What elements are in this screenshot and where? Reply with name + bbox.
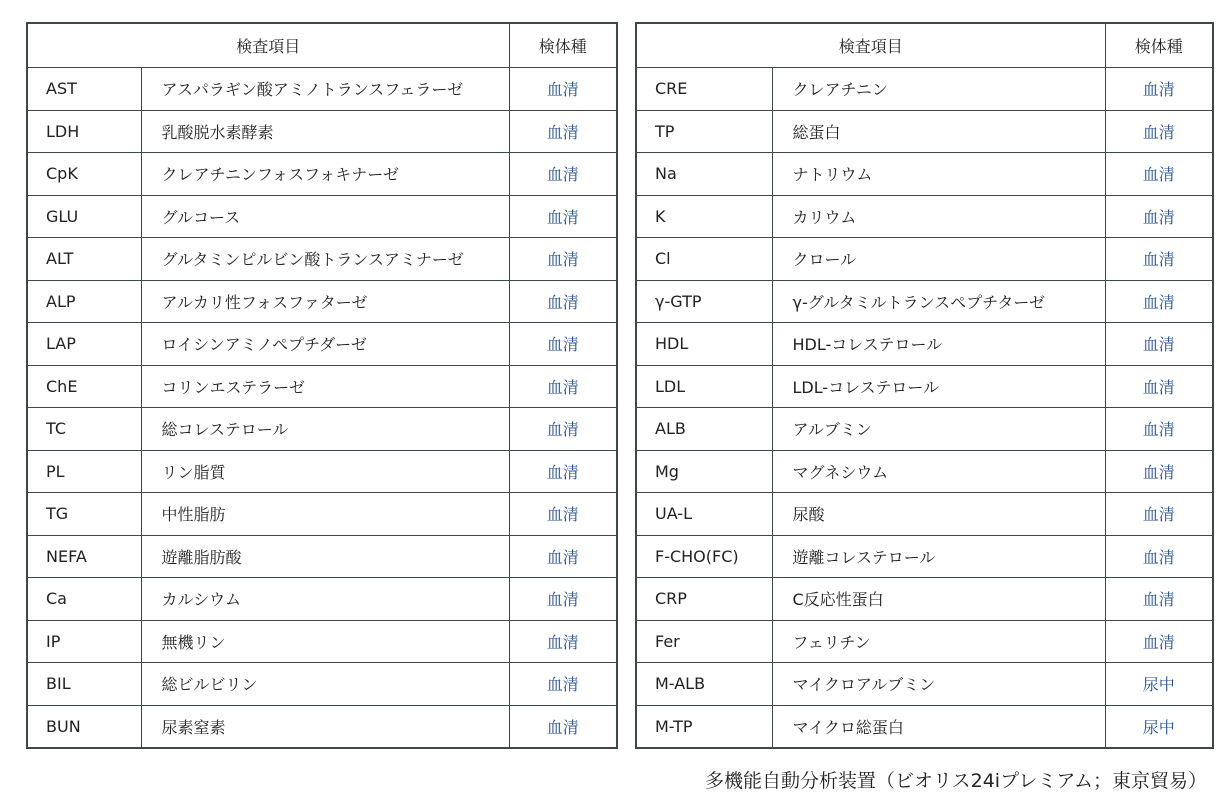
test-name: 総ビルビリン <box>141 663 509 706</box>
test-name: クロール <box>772 238 1105 281</box>
test-name: カリウム <box>772 195 1105 238</box>
test-name: カルシウム <box>141 578 509 621</box>
specimen-type: 血清 <box>509 365 617 408</box>
test-code: ALB <box>636 408 772 451</box>
test-code: ALP <box>27 280 141 323</box>
test-code: Mg <box>636 450 772 493</box>
test-name: C反応性蛋白 <box>772 578 1105 621</box>
specimen-type: 尿中 <box>1105 705 1213 748</box>
table-header-row <box>636 23 1213 68</box>
specimen-type: 血清 <box>1105 620 1213 663</box>
test-name: 乳酸脱水素酵素 <box>141 110 509 153</box>
test-name: アルブミン <box>772 408 1105 451</box>
table-header-row <box>27 23 617 68</box>
specimen-type: 血清 <box>1105 110 1213 153</box>
specimen-type: 血清 <box>1105 535 1213 578</box>
test-code: K <box>636 195 772 238</box>
test-code: AST <box>27 68 141 111</box>
test-name: コリンエステラーゼ <box>141 365 509 408</box>
specimen-type: 血清 <box>509 493 617 536</box>
table-row <box>636 578 1213 621</box>
test-items-table-left <box>26 22 618 749</box>
table-row <box>27 323 617 366</box>
table-row <box>27 578 617 621</box>
specimen-type: 血清 <box>1105 493 1213 536</box>
test-code: TP <box>636 110 772 153</box>
test-name: マイクロアルブミン <box>772 663 1105 706</box>
test-code: CpK <box>27 153 141 196</box>
test-item-header: 検査項目 <box>636 23 1105 68</box>
test-name: 尿酸 <box>772 493 1105 536</box>
test-code: LDL <box>636 365 772 408</box>
table-row <box>27 620 617 663</box>
specimen-type: 血清 <box>509 195 617 238</box>
test-code: Ca <box>27 578 141 621</box>
test-name: クレアチニン <box>772 68 1105 111</box>
table-row <box>27 450 617 493</box>
table-row <box>27 365 617 408</box>
test-name: リン脂質 <box>141 450 509 493</box>
test-items-table-right <box>635 22 1214 749</box>
table-row <box>27 68 617 111</box>
test-name: マグネシウム <box>772 450 1105 493</box>
test-name: ナトリウム <box>772 153 1105 196</box>
specimen-type: 血清 <box>509 705 617 748</box>
specimen-type: 血清 <box>1105 153 1213 196</box>
table-row <box>27 195 617 238</box>
test-code: Na <box>636 153 772 196</box>
test-code: TG <box>27 493 141 536</box>
test-code: BUN <box>27 705 141 748</box>
table-row <box>27 280 617 323</box>
specimen-type: 血清 <box>509 620 617 663</box>
test-code: UA-L <box>636 493 772 536</box>
test-code: ALT <box>27 238 141 281</box>
specimen-type: 血清 <box>1105 578 1213 621</box>
test-code: BIL <box>27 663 141 706</box>
test-code: LAP <box>27 323 141 366</box>
test-name: 遊離脂肪酸 <box>141 535 509 578</box>
specimen-type: 血清 <box>1105 323 1213 366</box>
table-row <box>636 68 1213 111</box>
specimen-type: 尿中 <box>1105 663 1213 706</box>
table-row <box>27 153 617 196</box>
table-row <box>636 535 1213 578</box>
test-code: GLU <box>27 195 141 238</box>
test-code: F-CHO(FC) <box>636 535 772 578</box>
test-code: PL <box>27 450 141 493</box>
test-code: CRP <box>636 578 772 621</box>
specimen-type: 血清 <box>509 323 617 366</box>
test-code: Cl <box>636 238 772 281</box>
table-row <box>636 620 1213 663</box>
table-row <box>27 535 617 578</box>
specimen-type: 血清 <box>509 450 617 493</box>
test-code: LDH <box>27 110 141 153</box>
table-row <box>636 238 1213 281</box>
table-row <box>27 493 617 536</box>
table-row <box>27 110 617 153</box>
test-name: ロイシンアミノペプチダーゼ <box>141 323 509 366</box>
test-code: M-TP <box>636 705 772 748</box>
specimen-type: 血清 <box>509 280 617 323</box>
test-name: LDL-コレステロール <box>772 365 1105 408</box>
specimen-type: 血清 <box>1105 238 1213 281</box>
table-body <box>27 68 617 749</box>
table-row <box>636 153 1213 196</box>
table-row <box>636 323 1213 366</box>
specimen-header: 検体種 <box>1105 23 1213 68</box>
test-name: マイクロ総蛋白 <box>772 705 1105 748</box>
table-row <box>27 408 617 451</box>
specimen-type: 血清 <box>509 578 617 621</box>
specimen-type: 血清 <box>509 110 617 153</box>
test-name: アルカリ性フォスファターゼ <box>141 280 509 323</box>
table-row <box>636 195 1213 238</box>
test-code: CRE <box>636 68 772 111</box>
test-name: 尿素窒素 <box>141 705 509 748</box>
specimen-type: 血清 <box>1105 68 1213 111</box>
test-item-header: 検査項目 <box>27 23 509 68</box>
test-code: M-ALB <box>636 663 772 706</box>
test-name: 遊離コレステロール <box>772 535 1105 578</box>
specimen-type: 血清 <box>1105 365 1213 408</box>
table-row <box>636 408 1213 451</box>
test-name: 中性脂肪 <box>141 493 509 536</box>
test-name: クレアチニンフォスフォキナーゼ <box>141 153 509 196</box>
test-name: HDL-コレステロール <box>772 323 1105 366</box>
specimen-type: 血清 <box>1105 450 1213 493</box>
figure-caption: 多機能自動分析装置（ビオリス24iプレミアム；東京貿易） <box>705 770 1207 792</box>
test-code: HDL <box>636 323 772 366</box>
test-name: フェリチン <box>772 620 1105 663</box>
table-row <box>27 663 617 706</box>
table-row <box>27 238 617 281</box>
test-name: 総蛋白 <box>772 110 1105 153</box>
table-row <box>636 365 1213 408</box>
table-row <box>636 493 1213 536</box>
specimen-type: 血清 <box>509 663 617 706</box>
specimen-type: 血清 <box>1105 195 1213 238</box>
test-code: Fer <box>636 620 772 663</box>
test-code: ChE <box>27 365 141 408</box>
test-code: TC <box>27 408 141 451</box>
table-body <box>636 68 1213 749</box>
test-code: NEFA <box>27 535 141 578</box>
table-row <box>636 280 1213 323</box>
table-row <box>636 705 1213 748</box>
table-row <box>636 110 1213 153</box>
test-name: グルタミンピルビン酸トランスアミナーゼ <box>141 238 509 281</box>
specimen-type: 血清 <box>509 535 617 578</box>
specimen-type: 血清 <box>1105 280 1213 323</box>
test-name: アスパラギン酸アミノトランスフェラーゼ <box>141 68 509 111</box>
test-name: γ-グルタミルトランスペプチターゼ <box>772 280 1105 323</box>
table-row <box>636 450 1213 493</box>
specimen-type: 血清 <box>509 408 617 451</box>
table-row <box>636 663 1213 706</box>
specimen-type: 血清 <box>509 238 617 281</box>
test-name: 総コレステロール <box>141 408 509 451</box>
specimen-header: 検体種 <box>509 23 617 68</box>
table-row <box>27 705 617 748</box>
test-name: 無機リン <box>141 620 509 663</box>
test-name: グルコース <box>141 195 509 238</box>
specimen-type: 血清 <box>1105 408 1213 451</box>
specimen-type: 血清 <box>509 153 617 196</box>
test-code: IP <box>27 620 141 663</box>
specimen-type: 血清 <box>509 68 617 111</box>
test-code: γ-GTP <box>636 280 772 323</box>
